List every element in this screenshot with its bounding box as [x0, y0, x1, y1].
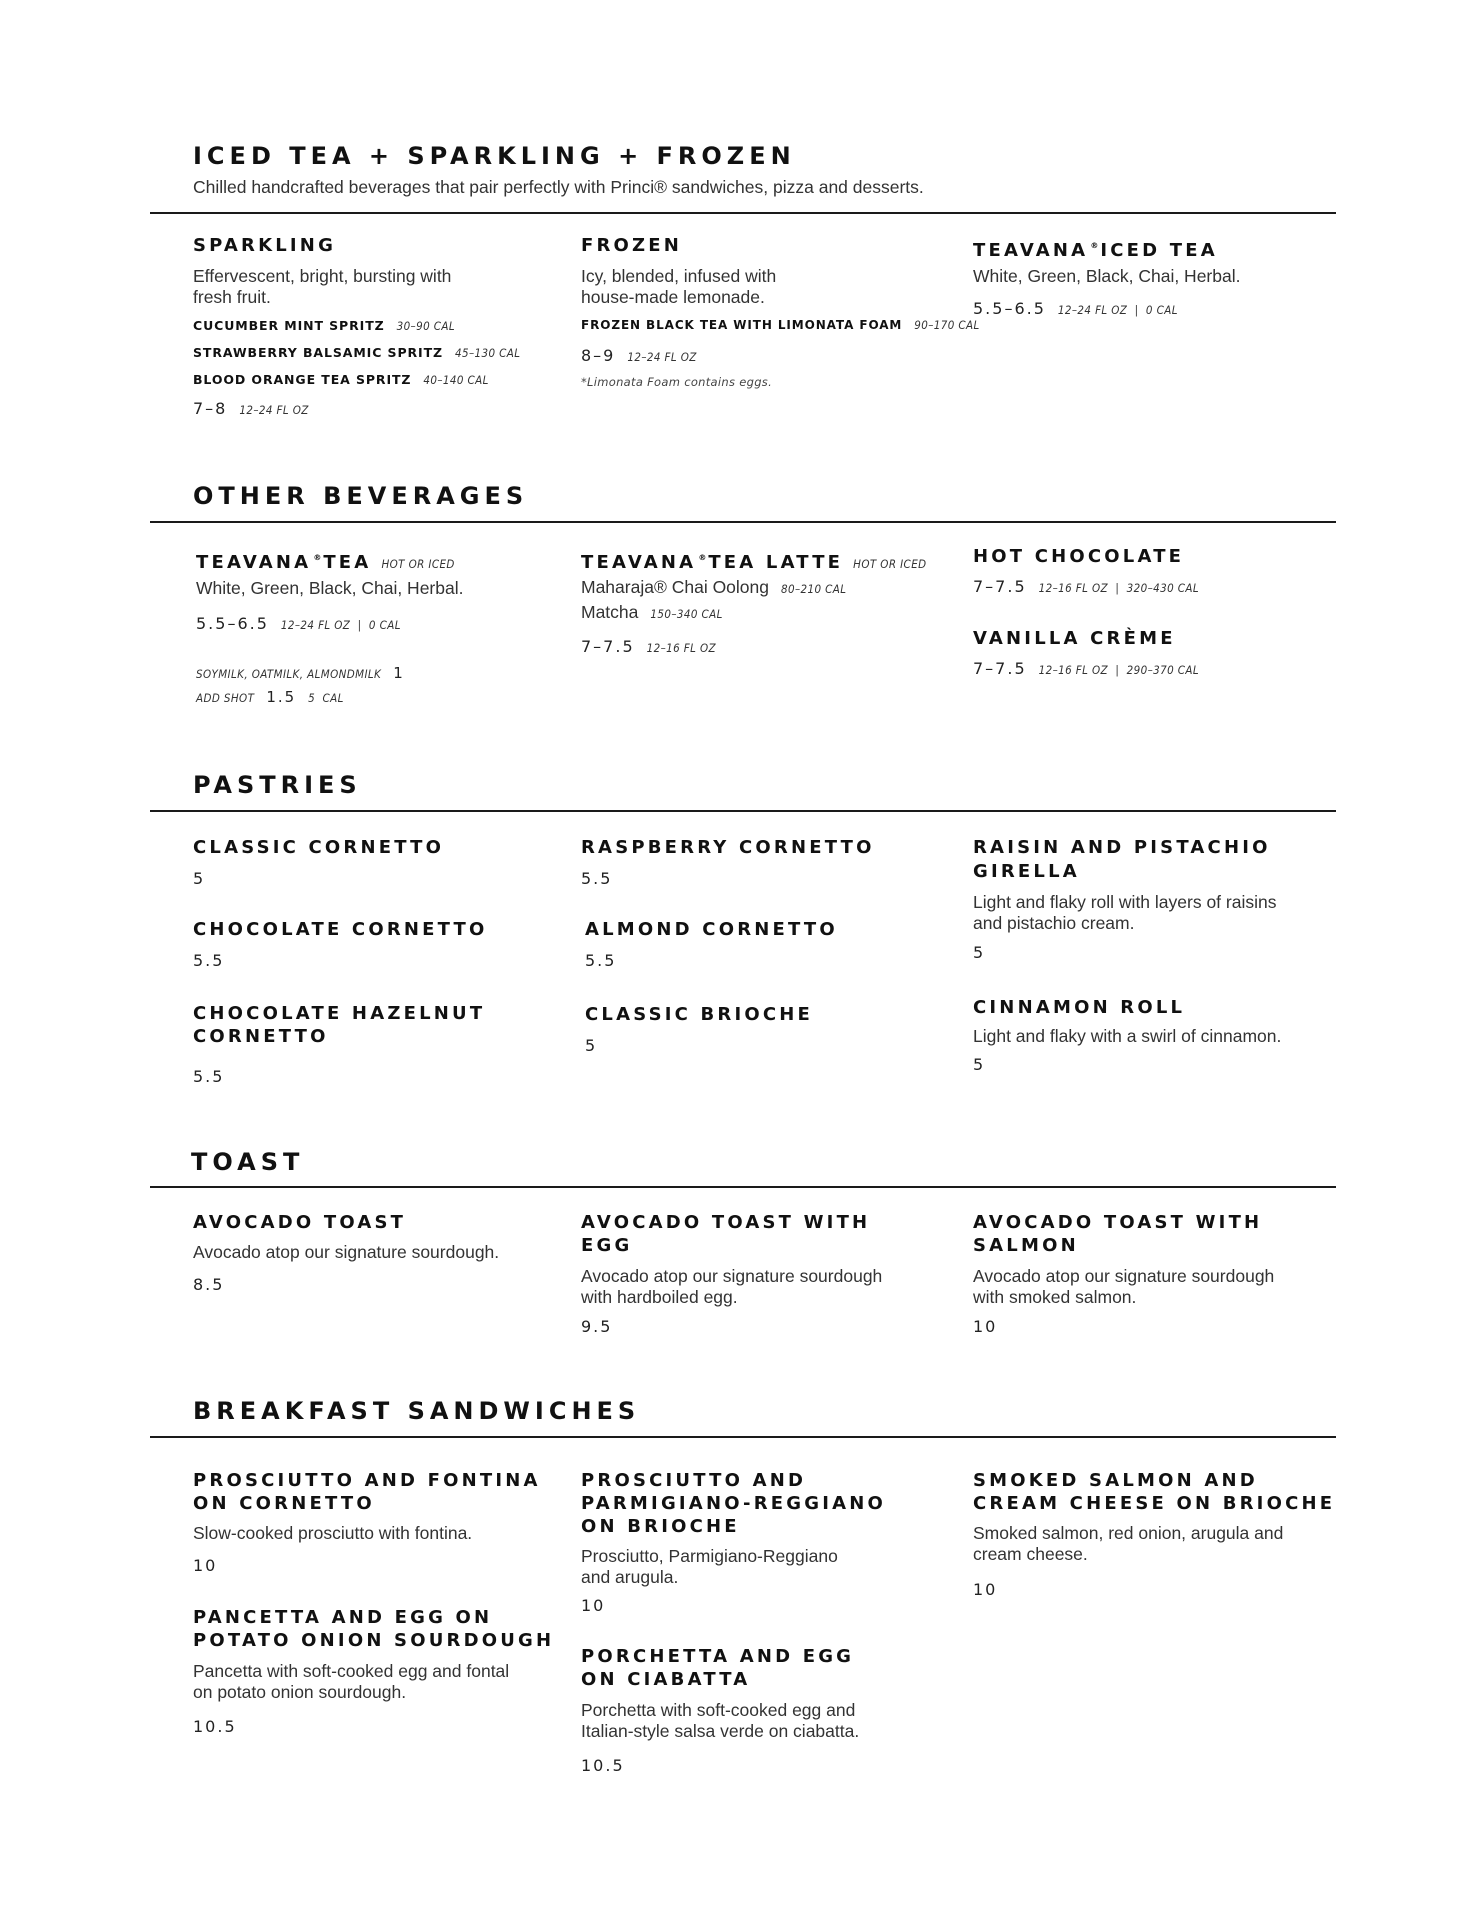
- item-desc: with hardboiled egg.: [581, 1287, 738, 1307]
- item-desc: Italian-style salsa verde on ciabatta.: [581, 1721, 860, 1741]
- addon-label: SOYMILK, OATMILK, ALMONDMILK: [196, 667, 382, 681]
- drink-row: [581, 318, 980, 332]
- item-price: 5.5: [193, 951, 225, 970]
- item-title-sparkling: SPARKLING: [193, 235, 337, 256]
- addon-label: ADD SHOT: [196, 691, 255, 705]
- item-price: 10: [973, 1317, 998, 1336]
- item-title: AVOCADO TOAST: [193, 1212, 407, 1233]
- item-title: CORNETTO: [193, 1026, 329, 1047]
- item-title: PROSCIUTTO AND: [581, 1470, 807, 1491]
- option-row: [581, 577, 846, 598]
- item-title: AVOCADO TOAST WITH: [581, 1212, 871, 1233]
- item-desc: with smoked salmon.: [973, 1287, 1137, 1307]
- item-meta: 12–24 FL OZ | 0 CAL: [280, 618, 401, 632]
- item-title: RASPBERRY CORNETTO: [581, 837, 875, 858]
- item-title-tea-latte: TEAVANA ® TEA LATTE: [581, 552, 844, 573]
- item-title: RAISIN AND PISTACHIO: [973, 837, 1271, 858]
- item-desc: Prosciutto, Parmigiano-Reggiano: [581, 1546, 838, 1566]
- item-title: ALMOND CORNETTO: [585, 919, 838, 940]
- item-price: 7–8: [193, 399, 228, 418]
- item-title: PROSCIUTTO AND FONTINA: [193, 1470, 541, 1491]
- item-price: 8–9: [581, 346, 616, 365]
- item-title-teavana-iced: TEAVANA ® ICED TEA: [973, 240, 1218, 261]
- item-tag: HOT OR ICED: [853, 557, 927, 571]
- item-desc: and arugula.: [581, 1567, 679, 1587]
- section-title-pastries: PASTRIES: [193, 771, 362, 799]
- footnote: *Limonata Foam contains eggs.: [581, 375, 773, 389]
- item-title-teavana-tea: TEAVANA ® TEA: [196, 552, 372, 573]
- option-cal: 150–340 CAL: [650, 607, 723, 621]
- section-title-breakfast: BREAKFAST SANDWICHES: [193, 1397, 641, 1425]
- item-price: 8.5: [193, 1275, 225, 1294]
- item-price: 7–7.5: [973, 659, 1027, 678]
- item-price: 10: [193, 1556, 218, 1575]
- divider: [150, 521, 1336, 523]
- option-cal: 80–210 CAL: [781, 582, 847, 596]
- drink-cal: 40–140 CAL: [423, 373, 489, 387]
- section-subtitle-iced: Chilled handcrafted beverages that pair perfectly with Princi® sandwiches, pizza and desserts.: [193, 177, 924, 197]
- price-row: [196, 614, 401, 633]
- item-title: CINNAMON ROLL: [973, 997, 1186, 1018]
- item-title: EGG: [581, 1235, 633, 1256]
- item-desc: Effervescent, bright, bursting with: [193, 266, 452, 286]
- item-desc: and pistachio cream.: [973, 913, 1135, 933]
- item-desc: Avocado atop our signature sourdough.: [193, 1242, 500, 1262]
- drink-row: [193, 372, 489, 387]
- item-price: 7–7.5: [581, 637, 635, 656]
- drink-cal: 30–90 CAL: [396, 319, 456, 333]
- item-title: PORCHETTA AND EGG: [581, 1646, 855, 1667]
- item-price: 5: [973, 943, 986, 962]
- price-row: [973, 299, 1178, 318]
- item-desc: Slow-cooked prosciutto with fontina.: [193, 1523, 473, 1543]
- item-price: 5: [585, 1036, 598, 1055]
- price-row: [973, 577, 1199, 596]
- divider: [150, 1436, 1336, 1438]
- item-title: CREAM CHEESE ON BRIOCHE: [973, 1493, 1336, 1514]
- drink-name: BLOOD ORANGE TEA SPRITZ: [193, 372, 412, 387]
- item-desc: fresh fruit.: [193, 287, 271, 307]
- item-price: 10.5: [193, 1717, 237, 1736]
- item-desc: Icy, blended, infused with: [581, 266, 777, 286]
- item-price: 5.5: [581, 869, 613, 888]
- drink-row: [193, 318, 455, 333]
- drink-cal: 45–130 CAL: [454, 346, 521, 360]
- item-desc: Light and flaky with a swirl of cinnamon.: [973, 1026, 1282, 1046]
- item-title-frozen: FROZEN: [581, 235, 683, 256]
- item-price: 5.5: [193, 1067, 225, 1086]
- price-row: [581, 346, 697, 365]
- item-tag: HOT OR ICED: [381, 557, 455, 571]
- item-meta: 12–24 FL OZ | 0 CAL: [1057, 303, 1178, 317]
- item-title: POTATO ONION SOURDOUGH: [193, 1630, 555, 1651]
- item-title: ON BRIOCHE: [581, 1516, 740, 1537]
- item-price: 10: [581, 1596, 606, 1615]
- item-price: 5: [193, 869, 206, 888]
- divider: [150, 212, 1336, 214]
- item-price: 9.5: [581, 1317, 613, 1336]
- item-desc: White, Green, Black, Chai, Herbal.: [973, 266, 1241, 286]
- item-desc: Avocado atop our signature sourdough: [973, 1266, 1275, 1286]
- drink-row: [193, 345, 520, 360]
- item-title: CLASSIC BRIOCHE: [585, 1004, 814, 1025]
- divider: [150, 1186, 1336, 1188]
- item-desc: cream cheese.: [973, 1544, 1088, 1564]
- item-title-hot-chocolate: HOT CHOCOLATE: [973, 546, 1185, 567]
- addon-row: [196, 688, 344, 706]
- drink-name: CUCUMBER MINT SPRITZ: [193, 318, 385, 333]
- addon-cal: 5 CAL: [308, 691, 344, 705]
- option-name: Maharaja® Chai Oolong: [581, 577, 769, 597]
- item-desc: White, Green, Black, Chai, Herbal.: [196, 578, 464, 598]
- section-title-toast: TOAST: [191, 1148, 305, 1176]
- item-title: CHOCOLATE CORNETTO: [193, 919, 488, 940]
- addon-price: 1: [393, 664, 405, 682]
- addon-row: [196, 664, 405, 682]
- item-title: CHOCOLATE HAZELNUT: [193, 1003, 486, 1024]
- item-title: PANCETTA AND EGG ON: [193, 1607, 493, 1628]
- item-price: 5.5–6.5: [973, 299, 1046, 318]
- item-desc: house-made lemonade.: [581, 287, 765, 307]
- item-desc: Avocado atop our signature sourdough: [581, 1266, 883, 1286]
- item-meta: 12–16 FL OZ | 320–430 CAL: [1038, 581, 1200, 595]
- item-title-vanilla-creme: VANILLA CRÈME: [973, 628, 1176, 649]
- item-desc: on potato onion sourdough.: [193, 1682, 407, 1702]
- item-title-row: [581, 546, 927, 574]
- item-price: 5: [973, 1055, 986, 1074]
- item-price: 5.5–6.5: [196, 614, 269, 633]
- item-title: SALMON: [973, 1235, 1079, 1256]
- item-title: PARMIGIANO-REGGIANO: [581, 1493, 887, 1514]
- item-desc: Pancetta with soft-cooked egg and fontal: [193, 1661, 510, 1681]
- item-price: 7–7.5: [973, 577, 1027, 596]
- item-desc: Smoked salmon, red onion, arugula and: [973, 1523, 1284, 1543]
- price-row: [581, 637, 716, 656]
- item-title: CLASSIC CORNETTO: [193, 837, 445, 858]
- item-price: 5.5: [585, 951, 617, 970]
- drink-cal: 90–170 CAL: [914, 318, 980, 332]
- item-size: 12–16 FL OZ: [646, 641, 717, 655]
- drink-name: FROZEN BLACK TEA WITH LIMONATA FOAM: [581, 318, 903, 332]
- addon-price: 1.5: [266, 688, 297, 706]
- item-title: ON CORNETTO: [193, 1493, 375, 1514]
- item-price: 10: [973, 1580, 998, 1599]
- item-title: ON CIABATTA: [581, 1669, 751, 1690]
- item-size: 12–24 FL OZ: [627, 350, 697, 364]
- option-row: [581, 602, 723, 623]
- item-desc: Porchetta with soft-cooked egg and: [581, 1700, 856, 1720]
- item-title: AVOCADO TOAST WITH: [973, 1212, 1263, 1233]
- item-meta: 12–16 FL OZ | 290–370 CAL: [1038, 663, 1200, 677]
- divider: [150, 810, 1336, 812]
- item-price: 10.5: [581, 1756, 625, 1775]
- option-name: Matcha: [581, 602, 639, 622]
- drink-name: STRAWBERRY BALSAMIC SPRITZ: [193, 345, 443, 360]
- item-title: SMOKED SALMON AND: [973, 1470, 1258, 1491]
- price-row: [973, 659, 1199, 678]
- price-row: [193, 399, 309, 418]
- section-title-other: OTHER BEVERAGES: [193, 482, 529, 510]
- item-size: 12–24 FL OZ: [239, 403, 309, 417]
- section-title-iced: ICED TEA + SPARKLING + FROZEN: [193, 142, 796, 170]
- item-desc: Light and flaky roll with layers of raisins: [973, 892, 1277, 912]
- item-title: GIRELLA: [973, 861, 1080, 882]
- item-title-row: [196, 546, 455, 574]
